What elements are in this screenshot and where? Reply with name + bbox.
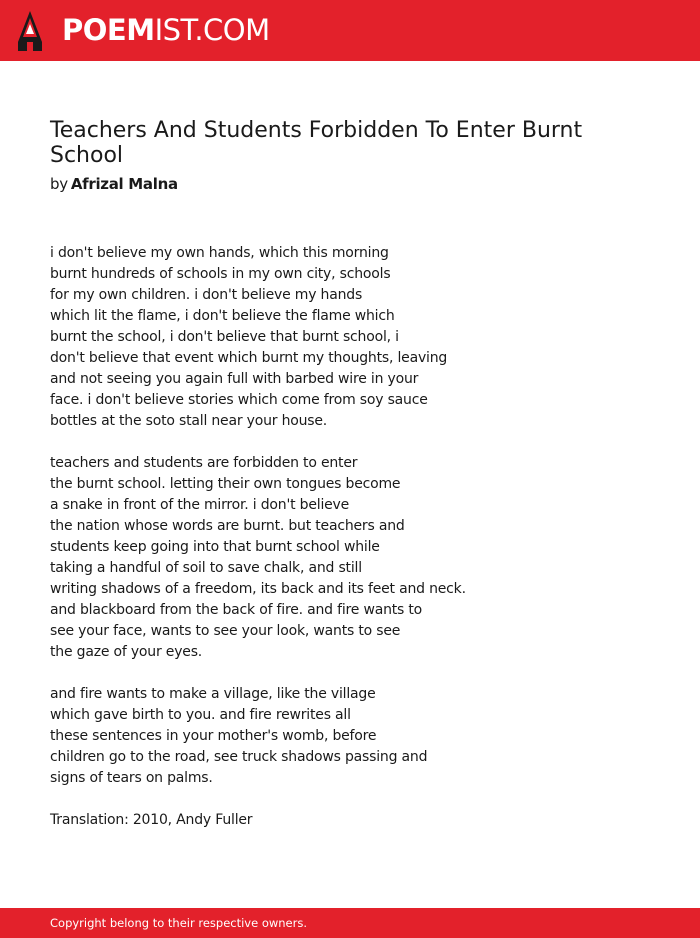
poem-line: i don't believe my own hands, which this morning <box>50 245 389 261</box>
poem-line: writing shadows of a freedom, its back and its feet and neck. <box>50 581 466 597</box>
poem-line: don't believe that event which burnt my thoughts, leaving <box>50 350 448 366</box>
poem-line: face. i don't believe stories which come from soy sauce <box>50 392 428 408</box>
poem-line: burnt hundreds of schools in my own city, schools <box>50 266 391 282</box>
poem-line: the nation whose words are burnt. but teachers and <box>50 518 405 534</box>
poem-line: burnt the school, i don't believe that burnt school, i <box>50 329 399 345</box>
site-logo[interactable] <box>62 13 270 47</box>
poem-line: which lit the flame, i don't believe the flame which <box>50 308 395 324</box>
poem-line: these sentences in your mother's womb, before <box>50 728 377 744</box>
poem-line: and blackboard from the back of fire. and fire wants to <box>50 602 423 618</box>
translation-credit: Translation: 2010, Andy Fuller <box>50 812 253 828</box>
poem-line: students keep going into that burnt school while <box>50 539 380 555</box>
author-name: Afrizal Malna <box>70 175 178 193</box>
site-footer <box>0 908 700 938</box>
poem-line: and not seeing you again full with barbed wire in your <box>50 371 419 387</box>
poem-line: a snake in front of the mirror. i don't believe <box>50 497 350 513</box>
byline <box>50 174 178 194</box>
poem-body <box>50 243 670 789</box>
site-header <box>0 0 700 61</box>
copyright-text: Copyright belong to their respective owners. <box>50 916 308 930</box>
poem-line: teachers and students are forbidden to enter <box>50 455 358 471</box>
poem-line: the burnt school. letting their own tongues become <box>50 476 401 492</box>
poem-line: and fire wants to make a village, like the village <box>50 686 376 702</box>
poem-line: see your face, wants to see your look, wants to see <box>50 623 401 639</box>
stanza <box>50 243 670 432</box>
logo-light-text: IST.COM <box>154 13 270 47</box>
poem-line: children go to the road, see truck shadows passing and <box>50 749 428 765</box>
poem-line: taking a handful of soil to save chalk, and still <box>50 560 362 576</box>
poem-line: the gaze of your eyes. <box>50 644 203 660</box>
poem-line: signs of tears on palms. <box>50 770 213 786</box>
poem-title: Teachers And Students Forbidden To Enter Burnt School <box>50 118 583 168</box>
poem-line: for my own children. i don't believe my hands <box>50 287 363 303</box>
stanza <box>50 453 670 663</box>
poem-line: bottles at the soto stall near your house. <box>50 413 328 429</box>
pencil-tip-icon[interactable] <box>18 11 42 51</box>
logo-bold-text: POEM <box>62 13 155 47</box>
stanza <box>50 684 670 789</box>
poem-line: which gave birth to you. and fire rewrites all <box>50 707 351 723</box>
byline-prefix: by <box>50 175 68 193</box>
